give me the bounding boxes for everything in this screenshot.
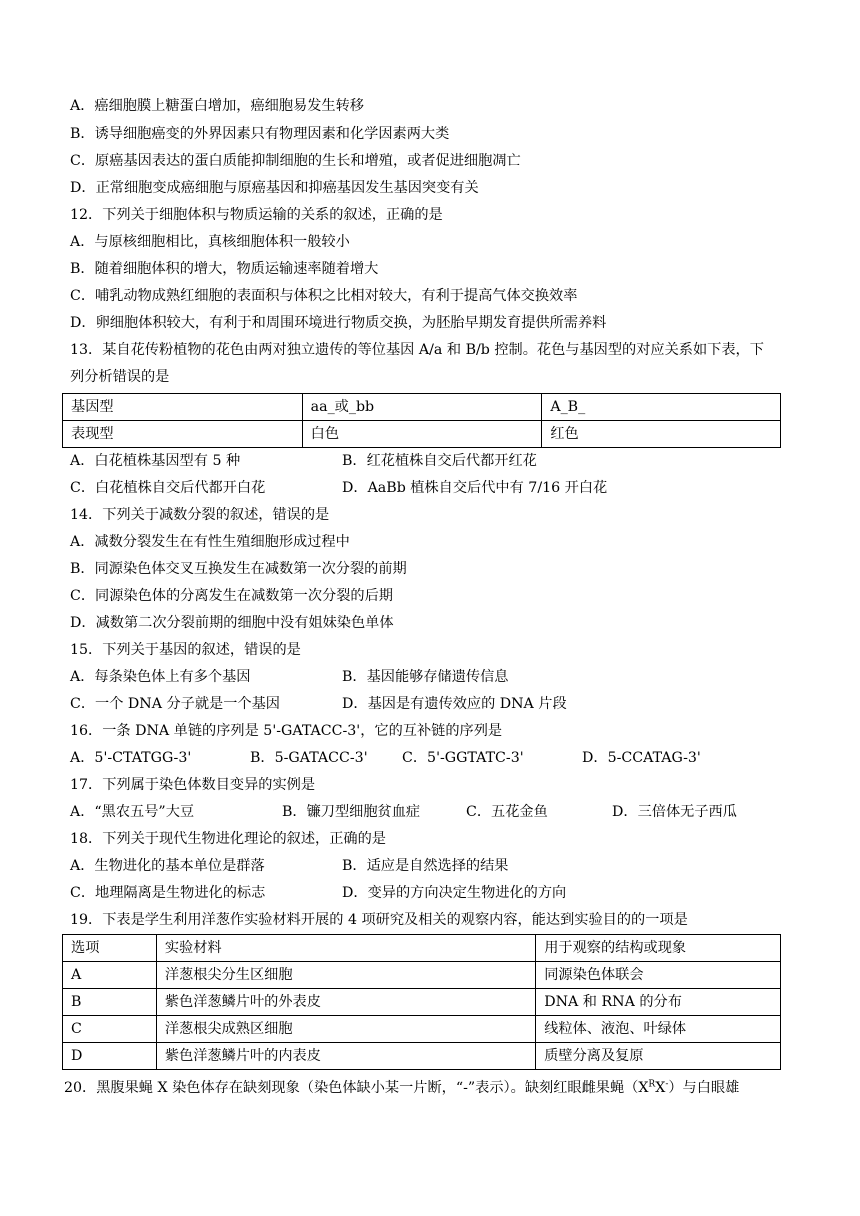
table-cell: 表现型	[63, 421, 303, 448]
q18-option-a: A．生物进化的基本单位是群落	[70, 858, 265, 874]
table-row	[63, 394, 781, 421]
table-cell: 实验材料	[156, 935, 535, 962]
q17-option-a: A．“黑农五号”大豆	[70, 804, 195, 820]
table-cell: 选项	[63, 935, 157, 962]
table-cell: 洋葱根尖成熟区细胞	[156, 1016, 535, 1043]
table-cell: D	[63, 1043, 157, 1070]
q11-option-b: B．诱导细胞癌变的外界因素只有物理因素和化学因素两大类	[70, 126, 450, 142]
table-cell: 质壁分离及复原	[536, 1043, 781, 1070]
q16-option-c: C．5'-GGTATC-3'	[402, 750, 524, 766]
q20-stem-part1: 20．黑腹果蝇 X 染色体存在缺刻现象（染色体缺小某一片断，“-”表示）。缺刻红眼雌果蝇（X	[64, 1080, 649, 1096]
table-cell: 基因型	[63, 394, 303, 421]
q19-experiment-table	[62, 934, 781, 1070]
q17-option-d: D．三倍体无子西瓜	[612, 804, 737, 820]
q16-option-a: A．5'-CTATGG-3'	[70, 750, 192, 766]
q18-option-c: C．地理隔离是生物进化的标志	[70, 885, 266, 901]
q20-stem-part2: ）与白眼雄	[668, 1080, 740, 1096]
table-cell: 同源染色体联会	[536, 962, 781, 989]
q18-option-d: D．变异的方向决定生物进化的方向	[342, 885, 567, 901]
q15-option-d: D．基因是有遗传效应的 DNA 片段	[342, 696, 567, 712]
q13-option-a: A．白花植株基因型有 5 种	[70, 453, 241, 469]
q14-stem: 14．下列关于减数分裂的叙述，错误的是	[70, 507, 330, 523]
q11-option-d: D．正常细胞变成癌细胞与原癌基因和抑癌基因发生基因突变有关	[70, 180, 479, 196]
q15-stem: 15．下列关于基因的叙述，错误的是	[70, 642, 301, 658]
q12-option-b: B．随着细胞体积的增大，物质运输速率随着增大	[70, 261, 379, 277]
q12-option-d: D．卵细胞体积较大，有利于和周围环境进行物质交换，为胚胎早期发育提供所需养料	[70, 315, 607, 331]
q16-option-d: D．5-CCATAG-3'	[582, 750, 701, 766]
q17-option-c: C．五花金鱼	[466, 804, 548, 820]
q13-option-d: D．AaBb 植株自交后代中有 7/16 开白花	[342, 480, 608, 496]
q11-option-a: A．癌细胞膜上糖蛋白增加，癌细胞易发生转移	[70, 98, 364, 114]
table-row	[63, 935, 781, 962]
q13-stem-line2: 列分析错误的是	[70, 369, 170, 385]
table-cell: C	[63, 1016, 157, 1043]
table-cell: 紫色洋葱鳞片叶的内表皮	[156, 1043, 535, 1070]
q13-option-b: B．红花植株自交后代都开红花	[342, 453, 537, 469]
table-cell: 线粒体、液泡、叶绿体	[536, 1016, 781, 1043]
table-cell: A_B_	[542, 394, 781, 421]
table-cell: A	[63, 962, 157, 989]
table-row	[63, 421, 781, 448]
q16-stem: 16．一条 DNA 单链的序列是 5'-GATACC-3'，它的互补链的序列是	[70, 723, 503, 739]
table-row	[63, 989, 781, 1016]
q20-sup-minus: -	[665, 1079, 669, 1090]
q15-option-c: C．一个 DNA 分子就是一个基因	[70, 696, 280, 712]
q13-genotype-table	[62, 393, 781, 448]
table-cell: 紫色洋葱鳞片叶的外表皮	[156, 989, 535, 1016]
table-row	[63, 1043, 781, 1070]
q12-stem: 12．下列关于细胞体积与物质运输的关系的叙述，正确的是	[70, 207, 443, 223]
q20-stem	[64, 1078, 739, 1098]
q11-option-c: C．原癌基因表达的蛋白质能抑制细胞的生长和增殖，或者促进细胞凋亡	[70, 153, 521, 169]
q20-sup-r: R	[648, 1079, 656, 1090]
table-cell: DNA 和 RNA 的分布	[536, 989, 781, 1016]
q18-stem: 18．下列关于现代生物进化理论的叙述，正确的是	[70, 831, 386, 847]
q14-option-b: B．同源染色体交叉互换发生在减数第一次分裂的前期	[70, 561, 407, 577]
q18-option-b: B．适应是自然选择的结果	[342, 858, 509, 874]
q12-option-c: C．哺乳动物成熟红细胞的表面积与体积之比相对较大，有利于提高气体交换效率	[70, 288, 578, 304]
table-row	[63, 1016, 781, 1043]
table-row	[63, 962, 781, 989]
q12-option-a: A．与原核细胞相比，真核细胞体积一般较小	[70, 234, 350, 250]
table-cell: B	[63, 989, 157, 1016]
q17-option-b: B．镰刀型细胞贫血症	[282, 804, 421, 820]
table-cell: aa_或_bb	[302, 394, 542, 421]
table-cell: 红色	[542, 421, 781, 448]
q15-option-a: A．每条染色体上有多个基因	[70, 669, 251, 685]
q17-stem: 17．下列属于染色体数目变异的实例是	[70, 777, 316, 793]
q16-option-b: B．5-GATACC-3'	[250, 750, 368, 766]
q15-option-b: B．基因能够存储遗传信息	[342, 669, 509, 685]
q14-option-a: A．减数分裂发生在有性生殖细胞形成过程中	[70, 534, 350, 550]
q13-stem-line1: 13．某自花传粉植物的花色由两对独立遗传的等位基因 A/a 和 B/b 控制。花色与基因型的对应关系如下表，下	[70, 342, 764, 358]
q14-option-d: D．减数第二次分裂前期的细胞中没有姐妹染色单体	[70, 615, 394, 631]
table-cell: 白色	[302, 421, 542, 448]
q20-stem-x: X	[655, 1080, 666, 1096]
table-cell: 洋葱根尖分生区细胞	[156, 962, 535, 989]
q19-stem: 19．下表是学生利用洋葱作实验材料开展的 4 项研究及相关的观察内容，能达到实验目的的一项是	[70, 912, 688, 928]
table-cell: 用于观察的结构或现象	[536, 935, 781, 962]
q13-option-c: C．白花植株自交后代都开白花	[70, 480, 266, 496]
q14-option-c: C．同源染色体的分离发生在减数第一次分裂的后期	[70, 588, 393, 604]
